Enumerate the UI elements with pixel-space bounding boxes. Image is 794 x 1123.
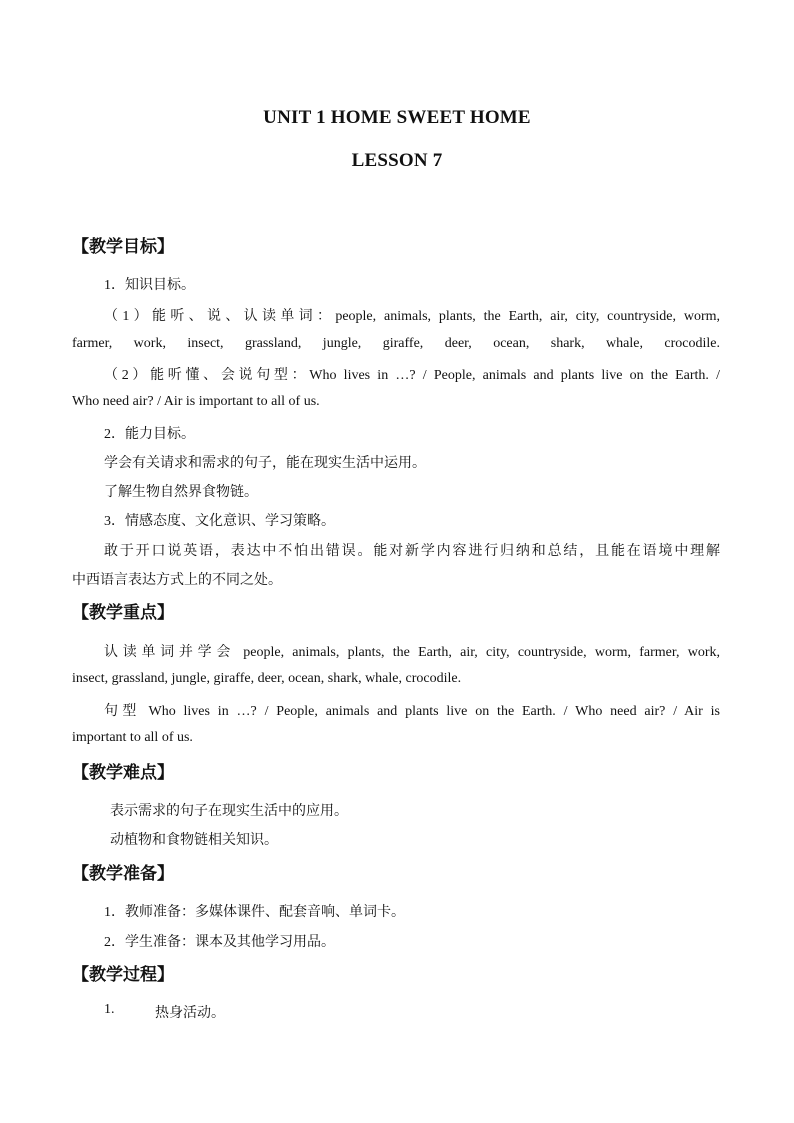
lesson-title: LESSON 7 xyxy=(351,150,443,171)
objective-item-knowledge: 1．知识目标。 xyxy=(104,278,195,293)
attitude-line-2: 中西语言表达方式上的不同之处。 xyxy=(72,573,282,588)
difficulties-line-2: 动植物和食物链相关知识。 xyxy=(110,833,278,848)
objective-vocab-line-2: farmer, work, insect, grassland, jungle, giraffe, deer, ocean, shark, whale, crocodile. xyxy=(72,336,720,351)
ability-line-1: 学会有关请求和需求的句子，能在现实生活中运用。 xyxy=(104,456,426,471)
section-heading-preparation: 【教学准备】 xyxy=(72,864,174,884)
section-heading-key-points: 【教学重点】 xyxy=(72,603,174,623)
section-heading-difficulties: 【教学难点】 xyxy=(72,763,174,783)
preparation-line-student: 2．学生准备：课本及其他学习用品。 xyxy=(104,935,335,950)
key-points-line-1: 认读单词并学会 people, animals, plants, the Earth, air, city, countryside, worm, farmer, work, xyxy=(104,645,720,660)
section-heading-process: 【教学过程】 xyxy=(72,965,174,985)
attitude-line-1: 敢于开口说英语，表达中不怕出错误。能对新学内容进行归纳和总结，且能在语境中理解 xyxy=(104,544,720,559)
objective-sentence-line-1: （2）能听懂、会说句型：Who lives in …? / People, animals and plants live on the Earth. / xyxy=(104,368,720,383)
ability-line-2: 了解生物自然界食物链。 xyxy=(104,485,258,500)
key-points-line-4: important to all of us. xyxy=(72,730,193,745)
key-points-line-2: insect, grassland, jungle, giraffe, deer, ocean, shark, whale, crocodile. xyxy=(72,671,462,686)
objective-item-attitude: 3．情感态度、文化意识、学习策略。 xyxy=(104,514,335,529)
difficulties-line-1: 表示需求的句子在现实生活中的应用。 xyxy=(110,804,348,819)
process-item-number: 1. xyxy=(104,1002,115,1017)
objective-sentence-line-2: Who need air? / Air is important to all of us. xyxy=(72,394,320,409)
unit-title: UNIT 1 HOME SWEET HOME xyxy=(263,107,531,128)
preparation-line-teacher: 1．教师准备：多媒体课件、配套音响、单词卡。 xyxy=(104,905,405,920)
section-heading-objectives: 【教学目标】 xyxy=(72,237,174,257)
objective-item-ability: 2．能力目标。 xyxy=(104,427,195,442)
key-points-line-3: 句型 Who lives in …? / People, animals and plants live on the Earth. / Who need air? / Air is xyxy=(104,704,720,719)
objective-vocab-line-1: （1）能听、说、认读单词：people, animals, plants, the Earth, air, city, countryside, worm, xyxy=(104,309,720,324)
process-item-warmup: 热身活动。 xyxy=(155,1006,225,1021)
